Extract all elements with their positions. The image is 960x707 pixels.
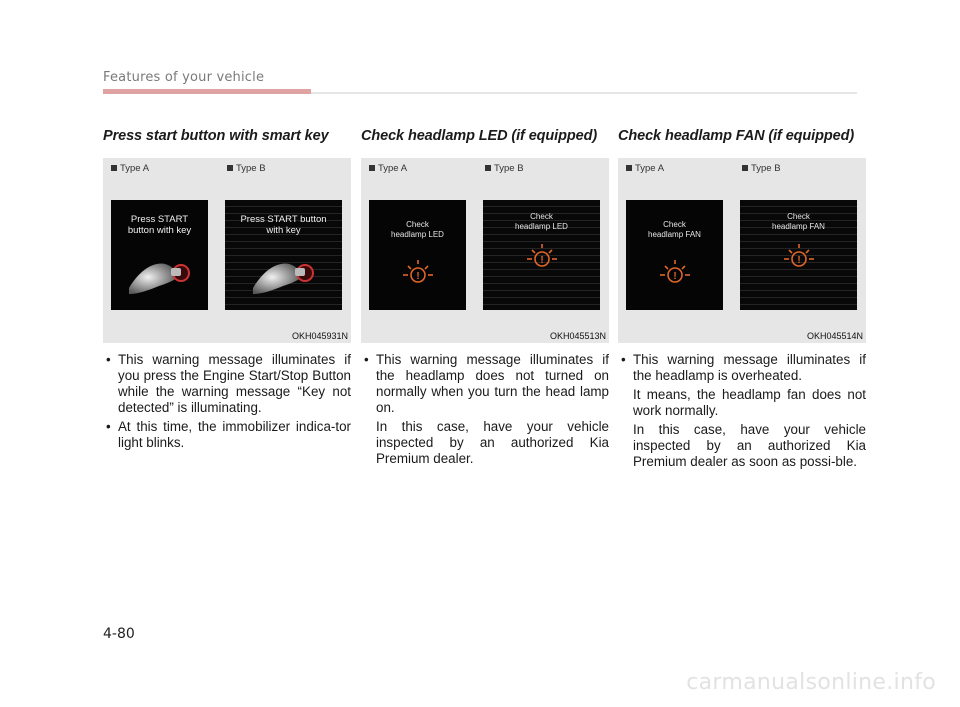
screen-message: headlamp FAN	[648, 230, 701, 239]
headlamp-warning-icon	[658, 258, 692, 288]
screen-message: Check	[530, 212, 553, 221]
bullet-item: • This warning message illuminates if the headlamp does not turned on normally when you turn the head lamp on.	[361, 352, 609, 416]
screen-message: headlamp LED	[515, 222, 568, 231]
type-b-label: Type B	[227, 163, 266, 174]
section-title: Features of your vehicle	[103, 70, 265, 85]
square-bullet-icon	[485, 165, 491, 171]
figure-panel	[618, 158, 866, 343]
square-bullet-icon	[227, 165, 233, 171]
header-accent-rule	[103, 89, 311, 94]
screen-message: Press START	[130, 214, 189, 225]
type-a-label: Type A	[111, 163, 149, 174]
body-paragraph: In this case, have your vehicle inspected by an authorized Kia Premium dealer.	[376, 419, 609, 466]
square-bullet-icon	[111, 165, 117, 171]
bullet-list	[103, 352, 351, 451]
bullet-item: • At this time, the immobilizer indica-tor light blinks.	[103, 419, 351, 451]
section-heading: Press start button with smart key	[103, 128, 329, 144]
cluster-screen-type-a	[111, 200, 208, 310]
body-paragraph: In this case, have your vehicle inspected by an authorized Kia Premium dealer as soon as possi-ble.	[633, 422, 866, 469]
svg-text:!: !	[539, 255, 544, 266]
screen-message: with key	[266, 225, 301, 236]
screen-message: button with key	[127, 225, 192, 236]
square-bullet-icon	[626, 165, 632, 171]
type-b-label: Type B	[485, 163, 524, 174]
svg-text:!: !	[796, 255, 801, 266]
section-heading: Check headlamp LED (if equipped)	[361, 128, 598, 144]
screen-message: Check	[663, 220, 686, 229]
section-check-headlamp-led	[361, 128, 609, 470]
hand-with-key-icon	[249, 248, 319, 298]
cluster-screen-type-b	[225, 200, 342, 310]
figure-panel	[103, 158, 351, 343]
figure-code: OKH045931N	[291, 331, 348, 341]
type-a-label: Type A	[626, 163, 664, 174]
figure-code: OKH045514N	[806, 331, 863, 341]
cluster-screen-type-a	[626, 200, 723, 310]
header-rule	[311, 92, 857, 94]
section-check-headlamp-fan	[618, 128, 866, 473]
type-a-label: Type A	[369, 163, 407, 174]
type-b-label: Type B	[742, 163, 781, 174]
cluster-screen-type-b	[740, 200, 857, 310]
svg-text:!: !	[415, 271, 420, 282]
cluster-screen-type-a	[369, 200, 466, 310]
svg-text:!: !	[672, 271, 677, 282]
figure-code: OKH045513N	[549, 331, 606, 341]
screen-message: Check	[406, 220, 429, 229]
screen-message: headlamp LED	[391, 230, 444, 239]
page-number: 4-80	[103, 626, 135, 642]
bullet-item: • This warning message illuminates if the headlamp is overheated.	[618, 352, 866, 384]
headlamp-warning-icon	[782, 242, 816, 272]
body-paragraph: It means, the headlamp fan does not work normally.	[633, 387, 866, 418]
screen-message: Check	[787, 212, 810, 221]
bullet-list	[361, 352, 609, 416]
cluster-screen-type-b	[483, 200, 600, 310]
hand-with-key-icon	[125, 248, 195, 298]
headlamp-warning-icon	[525, 242, 559, 272]
screen-message: headlamp FAN	[772, 222, 825, 231]
bullet-list	[618, 352, 866, 384]
square-bullet-icon	[742, 165, 748, 171]
square-bullet-icon	[369, 165, 375, 171]
section-heading: Check headlamp FAN (if equipped)	[618, 128, 855, 144]
section-press-start	[103, 128, 351, 454]
figure-panel	[361, 158, 609, 343]
screen-message: Press START button	[240, 214, 327, 225]
bullet-item: • This warning message illuminates if you press the Engine Start/Stop Button while the warning message “Key not detected” is illuminating.	[103, 352, 351, 416]
headlamp-warning-icon	[401, 258, 435, 288]
watermark: carmanualsonline.info	[686, 670, 936, 695]
